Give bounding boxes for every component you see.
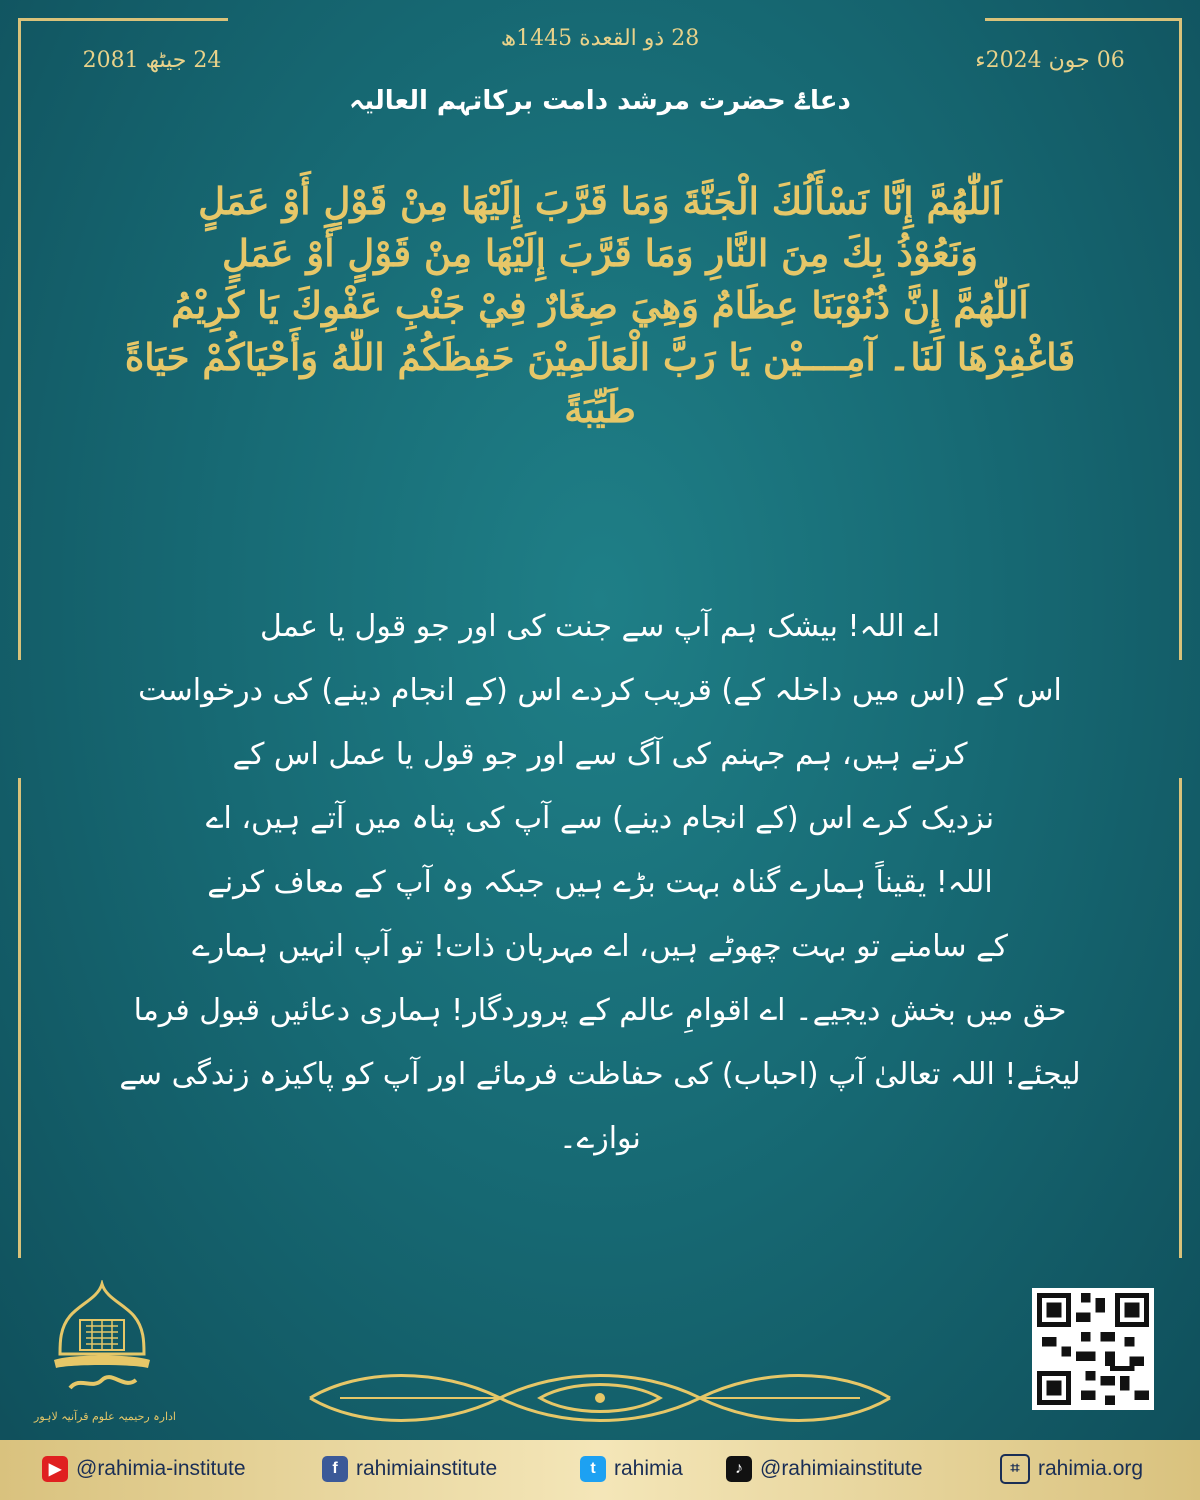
logo-caption: ادارہ رحیمیہ علوم قرآنیہ لاہور [34, 1410, 176, 1423]
bikrami-date: 24 جیٹھ 2081 [82, 48, 222, 73]
facebook-link[interactable] [322, 1454, 497, 1484]
website-url: rahimia.org [1038, 1457, 1144, 1480]
youtube-handle: @rahimia-institute [76, 1457, 246, 1480]
frame-top-left [18, 18, 228, 21]
arabic-line: فَاغْفِرْهَا لَنَا۔ آمِــــيْن يَا رَبَّ الْعَالَمِيْنَ حَفِظَكُمُ اللّٰهُ وَأَحْيَاكُمْ حَيَاةً [124, 335, 1076, 379]
tiktok-link[interactable] [726, 1454, 923, 1484]
facebook-icon: f [322, 1456, 348, 1482]
urdu-line: لیجئے! اللہ تعالیٰ آپ (احباب) کی حفاظت فرمائے اور آپ کو پاکیزہ زندگی سے [119, 1057, 1081, 1092]
youtube-icon: ▶ [42, 1456, 68, 1482]
arabic-line: وَنَعُوْذُ بِكَ مِنَ النَّارِ وَمَا قَرَّبَ إِلَيْهَا مِنْ قَوْلٍ أَوْ عَمَلٍ [222, 231, 978, 275]
qr-code-icon[interactable] [1032, 1288, 1154, 1410]
frame-top-right [985, 18, 1182, 21]
youtube-link[interactable] [42, 1454, 246, 1484]
arabic-line: طَيِّبَةً [564, 387, 636, 431]
website-icon: ⌗ [1000, 1454, 1030, 1484]
urdu-line: اس کے (اس میں داخلہ کے) قریب کردے اس (کے انجام دینے) کی درخواست [138, 673, 1062, 708]
twitter-link[interactable] [580, 1454, 683, 1484]
tiktok-icon: ♪ [726, 1456, 752, 1482]
frame-right-lower [1179, 778, 1182, 1258]
page-title: دعاۓ حضرت مرشد دامت برکاتہم العالیہ [349, 86, 851, 116]
twitter-icon: t [580, 1456, 606, 1482]
twitter-handle: rahimia [614, 1457, 683, 1480]
urdu-line: اے اللہ! بیشک ہم آپ سے جنت کی اور جو قول یا عمل [260, 609, 940, 644]
urdu-line: حق میں بخش دیجیے۔ اے اقوامِ عالم کے پروردگار! ہماری دعائیں قبول فرما [133, 993, 1067, 1028]
urdu-translation [100, 595, 1100, 1171]
urdu-line: نزدیک کرے اس (کے انجام دینے) سے آپ کی پناہ میں آتے ہیں، اے [205, 801, 995, 836]
frame-left-lower [18, 778, 21, 1258]
tiktok-handle: @rahimiainstitute [760, 1457, 923, 1480]
arabic-line: اَللّٰهُمَّ إِنَّا نَسْأَلُكَ الْجَنَّةَ وَمَا قَرَّبَ إِلَيْهَا مِنْ قَوْلٍ أَوْ عَمَلٍ [198, 179, 1002, 223]
urdu-line: اللہ! یقیناً ہمارے گناہ بہت بڑے ہیں جبکہ وہ آپ کے معاف کرنے [207, 865, 993, 900]
hijri-date: 28 ذو القعدة 1445ھ [500, 26, 700, 51]
arabic-line: اَللّٰهُمَّ إِنَّ ذُنُوْبَنَا عِظَامٌ وَهِيَ صِغَارٌ فِيْ جَنْبِ عَفْوِكَ يَا كَرِيْمُ [171, 283, 1029, 327]
facebook-handle: rahimiainstitute [356, 1457, 498, 1480]
gregorian-date: 06 جون 2024ء [975, 48, 1125, 73]
urdu-line: کے سامنے تو بہت چھوٹے ہیں، اے مہربان ذات! تو آپ انہیں ہمارے [192, 929, 1008, 964]
urdu-line: نوازے۔ [559, 1121, 641, 1156]
ornament-divider-icon [300, 1368, 900, 1428]
urdu-line: کرتے ہیں، ہم جہنم کی آگ سے اور جو قول یا عمل اس کے [232, 737, 968, 772]
arabic-dua [70, 175, 1130, 435]
website-link[interactable] [1000, 1454, 1143, 1484]
